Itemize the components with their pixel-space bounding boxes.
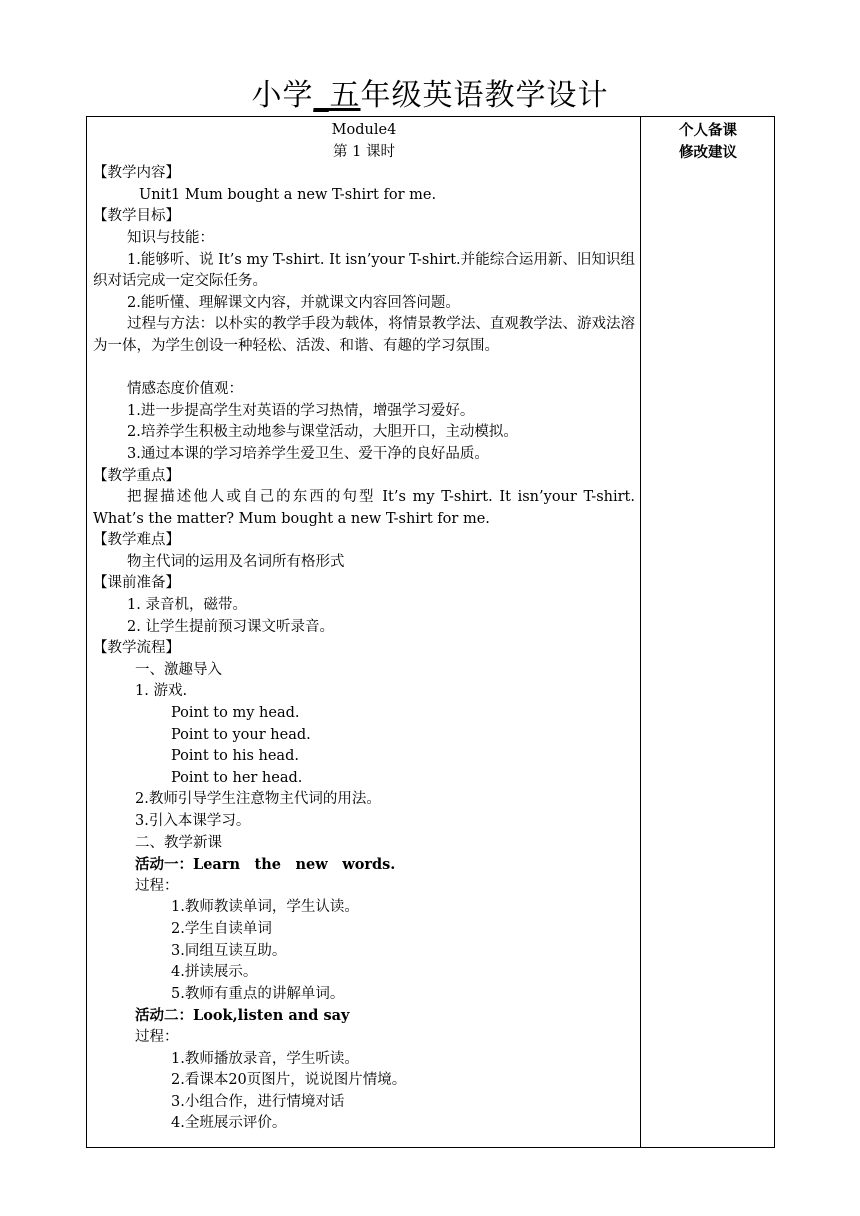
step-warm-up: 一、激趣导入 (135, 661, 222, 678)
section-heading-goals: 【教学目标】 (93, 208, 180, 225)
title-grade-underlined: _五 (313, 78, 361, 113)
section-heading-key-points: 【教学重点】 (93, 467, 180, 484)
goal-item-1: 1.能够听、说 It’s my T-shirt. It isn’your T-shirt.并能综合运用新、旧知识组织对话完成一定交际任务。 (93, 251, 635, 290)
title-prefix: 小学 (251, 78, 314, 113)
section-heading-difficulties: 【教学难点】 (93, 532, 180, 549)
game-label: 1. 游戏. (135, 683, 188, 700)
emotion-item-3: 3.通过本课的学习培养学生爱卫生、爱干净的良好品质。 (127, 445, 489, 462)
game-line-3: Point to his head. (171, 748, 299, 765)
goal-method: 过程与方法：以朴实的教学手段为载体，将情景教学法、直观教学法、游戏法溶为一体，为学生创设一种轻松、活泼、和谐、有趣的学习氛围。 (93, 316, 635, 354)
goal-emotion-label: 情感态度价值观： (127, 381, 243, 398)
column-divider (640, 116, 641, 1148)
warm-up-item-3: 3.引入本课学习。 (135, 813, 251, 830)
section-heading-content: 【教学内容】 (93, 165, 180, 182)
activity-2-item-2: 2.看课本20页图片，说说图片情境。 (171, 1072, 407, 1089)
notes-header-line1: 个人备课 (679, 123, 737, 139)
activity-2-item-1: 1.教师播放录音，学生听读。 (171, 1050, 359, 1067)
prep-item-2: 2. 让学生提前预习课文听录音。 (127, 618, 334, 635)
unit-title: Unit1 Mum bought a new T-shirt for me. (139, 186, 437, 203)
page-title (0, 76, 860, 116)
section-heading-procedure: 【教学流程】 (93, 640, 180, 657)
emotion-item-2: 2.培养学生积极主动地参与课堂活动，大胆开口，主动模拟。 (127, 424, 518, 441)
title-suffix: 年级英语教学设计 (360, 78, 609, 113)
prep-item-1: 1. 录音机，磁带。 (127, 597, 247, 614)
notes-header-line2: 修改建议 (679, 145, 737, 161)
key-points-text: 把握描述他人或自己的东西的句型 It’s my T-shirt. It isn’your T-shirt. What’s the matter? Mum bought a new T-shirt for me. (93, 489, 635, 527)
goal-skills-label: 知识与技能： (127, 229, 214, 246)
activity-1-item-3: 3.同组互读互助。 (171, 942, 287, 959)
lesson-content (93, 120, 635, 1135)
activity-1-item-1: 1.教师教读单词，学生认读。 (171, 899, 359, 916)
activity-2-process-label: 过程： (135, 1028, 179, 1045)
emotion-item-1: 1.进一步提高学生对英语的学习热情，增强学习爱好。 (127, 402, 475, 419)
activity-2-title: 活动二：Look,listen and say (135, 1007, 350, 1025)
activity-1-item-4: 4.拼读展示。 (171, 964, 258, 981)
activity-1-item-2: 2.学生自读单词 (171, 920, 272, 937)
warm-up-item-2: 2.教师引导学生注意物主代词的用法。 (135, 791, 381, 808)
game-line-2: Point to your head. (171, 726, 311, 743)
step-new-lesson: 二、教学新课 (135, 834, 222, 851)
activity-1-process-label: 过程： (135, 877, 179, 894)
activity-1-title: 活动一：Learn the new words. (135, 856, 396, 874)
activity-2-item-4: 4.全班展示评价。 (171, 1115, 287, 1132)
notes-column-header (641, 120, 775, 164)
activity-1-item-5: 5.教师有重点的讲解单词。 (171, 985, 345, 1002)
lesson-number: 第 1 课时 (333, 143, 395, 160)
game-line-1: Point to my head. (171, 705, 300, 722)
activity-2-item-3: 3.小组合作，进行情境对话 (171, 1093, 345, 1110)
section-heading-preparation: 【课前准备】 (93, 575, 180, 592)
module-label: Module4 (331, 122, 397, 138)
goal-item-2: 2.能听懂、理解课文内容，并就课文内容回答问题。 (127, 294, 460, 311)
game-line-4: Point to her head. (171, 769, 303, 786)
difficulties-text: 物主代词的运用及名词所有格形式 (127, 553, 345, 570)
